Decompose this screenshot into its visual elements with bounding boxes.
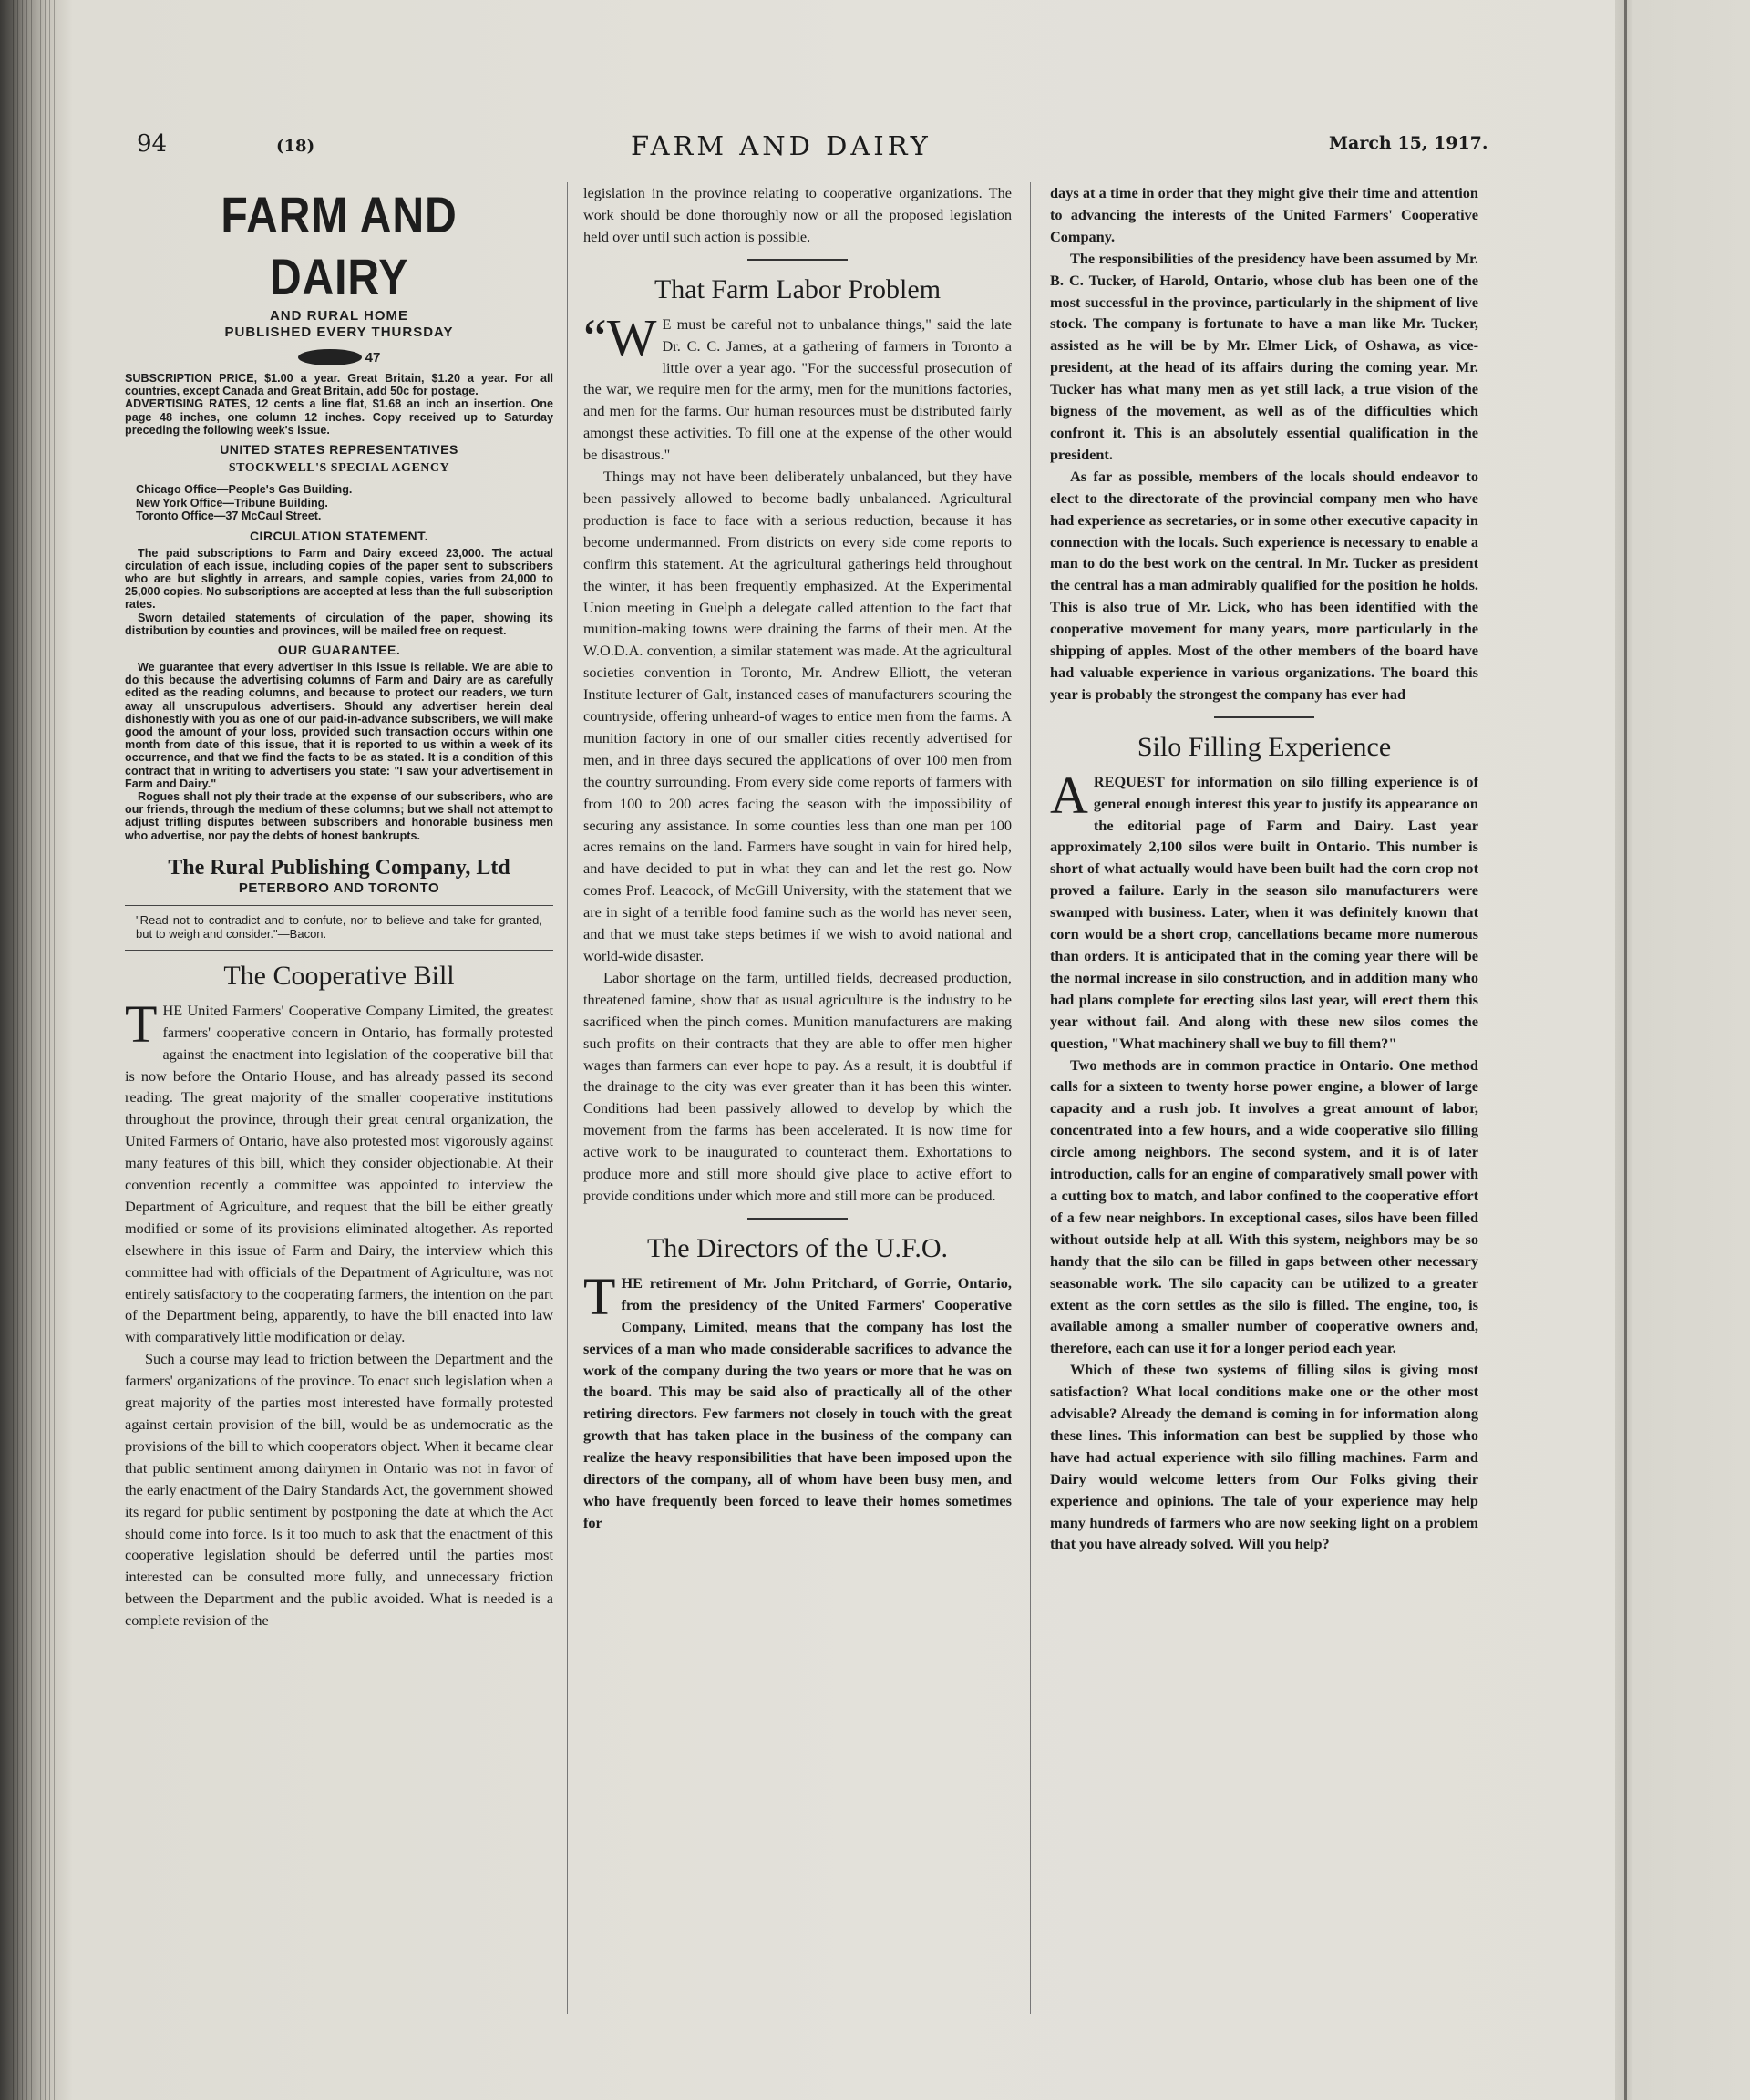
- column-1: [125, 182, 553, 2033]
- column-3: [1050, 182, 1478, 2033]
- circulation-statement: The paid subscriptions to Farm and Dairy exceed 23,000. The actual circulation of each issue, including copies of the paper sent to subscribers who are but slightly in arrears, and sample copies, varies from 24,000 to 25,000 copies. No subscriptions are accepted at less than the full subscription rates.: [125, 546, 553, 612]
- divider: [747, 1218, 848, 1220]
- paragraph-text: HE United Farmers' Cooperative Company Limited, the greatest farmers' cooperative concern in Ontario, has formally protested against the enactment into legislation of the cooperative bill that is now before the Ontario House, and has already passed its second reading. The great majority of the smaller cooperative institutions throughout the province, through their great central organization, the United Farmers of Ontario, have also protested most vigorously against many features of this bill, which they consider objectionable. At their convention recently a committee was appointed to interview the Department of Agriculture, and request that the bill be either greatly modified or some of its provisions eliminated altogether. As reported elsewhere in this issue of Farm and Dairy, the interview which this committee had with officials of the Department of Agriculture, was not entirely satisfactory to the cooperating farmers, the intention on the part of the Department being, apparently, to have the bill enacted into law with comparatively little modification or delay.: [125, 1001, 553, 1346]
- article-paragraph: As far as possible, members of the locals should endeavor to elect to the directorate of the provincial company men who have had experience as secretaries, or in some other executive capacity in connection with the locals. Such experience is necessary to enable a man to do the best work on the central. In Mr. Tucker as president the central has a man admirably qualified for the position he holds. This is also true of Mr. Lick, who has been identified with the cooperative movement for many years, more particularly in the shipping of apples. Most of the other members of the board have had valuable experience in various organizations. The board this year is probably the strongest the company has ever had: [1050, 467, 1478, 703]
- column-2: [583, 182, 1012, 2033]
- drop-cap: T: [125, 993, 158, 1054]
- article-paragraph: The responsibilities of the presidency have been assumed by Mr. B. C. Tucker, of Harold, Ontario, whose club has been one of the most successful in the province, particularly in the shipment of live stock. The company is fortunate to have a man like Mr. Tucker, assisted as he will be by Mr. Elmer Lick, of Oshawa, as vice-president, at the head of its affairs during the coming year. Mr. Tucker has what many men as yet still lack, a true vision of the bigness of the movement, as well as of the difficulties which confront it. This is an absolutely essential qualification in the president.: [1050, 249, 1478, 463]
- article-paragraph: Labor shortage on the farm, untilled fields, decreased production, threatened famine, show that as usual agriculture is the industry to be sacrificed when the pinch comes. Munition manufacturers are making such profits on their contracts that they are able to offer men higher wages than farmers can ever hope to pay. As a result, it is doubtful if the drainage to the city was ever greater than it has been this winter. Conditions had been passively allowed to develop by which the movement from the farms has been accelerated. It is now time for active work to be inaugurated to counteract them. Exhortations to produce more and still more should give place to active effort to provide conditions under which more and still more can be produced.: [583, 968, 1012, 1204]
- masthead-ornament: [125, 346, 553, 368]
- drop-cap: A: [1050, 765, 1088, 825]
- article-continuation: legislation in the province relating to cooperative organizations. The work should be done thoroughly now or all the proposed legislation held over until such action is possible.: [583, 184, 1012, 245]
- office-list: [136, 483, 553, 523]
- column-rule: [567, 182, 568, 2014]
- divider: [1214, 716, 1314, 718]
- subscription-price: SUBSCRIPTION PRICE, $1.00 a year. Great Britain, $1.20 a year. For all countries, except Canada and Great Britain, add 50c for postage.: [125, 372, 553, 398]
- paragraph-text: REQUEST for information on silo filling experience is of general enough interest this year to justify its appearance on the editorial page of Farm and Dairy. Last year approximately 2,100 silos were built in Ontario. This number is short of what actually would have been built had the corn crop not proved a failure. Early in the season silo manufacturers were swamped with business. Later, when it was definitely known that corn would be a short crop, cancellations became more numerous than orders. It is anticipated that in the coming year there will be the normal increase in silo construction, and in addition many who had plans complete for erecting silos last year, will erect them this year without fail. And along with these new silos comes the question, "What machinery shall we buy to fill them?": [1050, 772, 1478, 1052]
- guarantee-text-2: Rogues shall not ply their trade at the expense of our subscribers, who are our friends, through the medium of these columns; but we shall not attempt to adjust trifling disputes between subscribers and honorable business men who advertise, nor pay the debts of honest bankrupts.: [125, 789, 553, 842]
- office-line: New York Office—Tribune Building.: [136, 496, 328, 510]
- headline-cooperative-bill: The Cooperative Bill: [223, 960, 455, 991]
- article-paragraph: Two methods are in common practice in Ontario. One method calls for a sixteen to twenty horse power engine, a blower of large capacity and a rush job. It involves a great amount of labor, concentrated into a few hours, and a wide cooperative silo filling circle among neighbors. The second system, and it is of later introduction, calls for an engine of comparatively small power with a cutting box to match, and labor confined to the cooperative effort of a few near neighbors. In exceptional cases, silos have been filled without outside help at all. With this system, neighbors may be so handy that the silo can be filled in gaps between other necessary seasonable work. The silo capacity can be utilized to a greater extent as the corn settles as the silo is filled. The engine, too, is available among a smaller number of cooperative owners and, therefore, each can use it for a longer period each year.: [1050, 1055, 1478, 1357]
- masthead-title: FARM AND DAIRY: [221, 186, 458, 305]
- paragraph-text: E must be careful not to unbalance things," said the late Dr. C. C. James, at a gathering of farmers in Toronto a little over a year ago. "For the successful prosecution of the war, we require men for the army, men for the munitions factories, and men for the farms. Our human resources must be distributed fairly amongst these activities. To fill one at the expense of the other would be disastrous.": [583, 314, 1012, 464]
- drop-cap: T: [583, 1266, 616, 1326]
- ornament-number: 47: [365, 349, 381, 365]
- publisher-cities: PETERBORO AND TORONTO: [238, 880, 440, 896]
- article-paragraph: Which of these two systems of filling silos is giving most satisfaction? What local conditions make one or the other most advisable? Already the demand is coming in for information along these lines. This information can best be supplied by those who have had actual experience with silo filling machines. Farm and Dairy would welcome letters from Our Folks giving their experience and opinions. The tale of your experience may help many hundreds of farmers who are now seeking light on a problem that you have already solved. Will you help?: [1050, 1361, 1478, 1553]
- guarantee-text: We guarantee that every advertiser in this issue is reliable. We are able to do this because the advertising columns of Farm and Dairy are as carefully edited as the reading columns, and because to protect our readers, we turn away all unscrupulous advertisers. Should any advertiser herein deal dishonestly with you as one of our paid-in-advance subscribers, we will make good the amount of your loss, provided such transaction occurs within one month from date of this issue, that it is reported to us within a week of its occurrence, and that we find the facts to be as stated. It is a condition of this contract that in writing to advertisers you state: "I saw your advertisement in Farm and Dairy.": [125, 660, 553, 790]
- article-paragraph: [125, 993, 553, 1349]
- masthead-publishing-note: PUBLISHED EVERY THURSDAY: [224, 324, 454, 340]
- facing-page-margin: [1615, 0, 1750, 2100]
- publisher-name: The Rural Publishing Company, Ltd: [168, 855, 510, 880]
- circulation-heading: CIRCULATION STATEMENT.: [249, 528, 429, 543]
- page-number: 94: [137, 130, 168, 158]
- divider: [747, 259, 848, 261]
- running-title: FARM AND DAIRY: [631, 130, 932, 161]
- article-paragraph: [583, 1266, 1012, 1534]
- headline-silo-filling: Silo Filling Experience: [1137, 731, 1392, 762]
- paragraph-text: HE retirement of Mr. John Pritchard, of Gorrie, Ontario, from the presidency of the United Farmers' Cooperative Company, Limited, means that the company has lost the services of a man who made considerable sacrifices to advance the work of the company during the two years or more that he was on the board. This may be said also of practically all of the other retiring directors. Few farmers not closely in touch with the great growth that has taken place in the business of the company can realize the heavy responsibilities that have been imposed upon the directors of the company, all of whom have been busy men, and who have frequently been forced to leave their homes sometimes for: [583, 1273, 1012, 1531]
- page-edge: [1624, 0, 1627, 2100]
- article-paragraph: Such a course may lead to friction between the Department and the farmers' organizations of the province. To enact such legislation when a great majority of the parties most interested have formally protested against certain provision of the bill, would be as undemocratic as the provisions of the bill to which cooperators object. When it became clear that public sentiment among dairymen in Ontario was not in favor of the early enactment of the Dairy Standards Act, the government showed its regard for public sentiment by postponing the date at which the Act should come into force. Is it too much to ask that the enactment of this cooperative legislation should be deferred until the parties most interested can be consulted more fully, and unnecessary friction between the Department and the public avoided. What is needed is a complete revision of the: [125, 1350, 553, 1630]
- column-rule: [1030, 182, 1031, 2014]
- article-paragraph: Things may not have been deliberately unbalanced, but they have been passively allowed to become badly unbalanced. Agricultural production is face to face with a serious reduction, because it has become undermanned. From districts on every side come reports to confirm this statement. At the agricultural gatherings held throughout the winter, it has been frequently emphasized. At the Experimental Union meeting in Guelph a delegate called attention to the fact that munition-making towns were draining the farms of their men. At the W.O.D.A. convention, a similar statement was made. At the agricultural societies convention in Toronto, Mr. Andrew Elliott, the veteran Institute lecturer of Galt, instanced cases of manufacturers scouring the countryside, offering unheard-of wages to entice men from the farms. A munition factory in one of our smaller cities recently advertised for men, and in three days secured the applications of over 100 men from the country surrounding. From every side come reports of farmers with from 100 to 200 acres facing the season with the impossibility of securing any assistance. In some counties less than one man per 100 acres remains on the land. Farmers have sought in vain for hired help, and have decided to put in what they can and let the rest go. Now comes Prof. Leacock, of McGill University, with the statement that we are in sight of a terrible food famine such as the world has never seen, and that we must take steps betimes if we wish to avoid national and world-wide disaster.: [583, 468, 1012, 964]
- article-paragraph: [1050, 765, 1478, 1055]
- drop-cap: “W: [583, 307, 657, 367]
- guarantee-heading: OUR GUARANTEE.: [277, 642, 401, 657]
- divider: [125, 950, 553, 951]
- masthead-subtitle: AND RURAL HOME: [269, 308, 409, 324]
- issue-date: March 15, 1917.: [1329, 133, 1488, 153]
- headline-directors: The Directors of the U.F.O.: [646, 1232, 948, 1263]
- office-line: Chicago Office—People's Gas Building.: [136, 483, 353, 497]
- headline-farm-labor: That Farm Labor Problem: [654, 273, 942, 304]
- office-line: Toronto Office—37 McCaul Street.: [136, 510, 322, 523]
- bacon-quote: "Read not to contradict and to confute, nor to believe and take for granted, but to weigh and consider."—Bacon.: [136, 912, 542, 941]
- us-representatives-heading: UNITED STATES REPRESENTATIVES: [220, 442, 458, 458]
- circulation-note: Sworn detailed statements of circulation of the paper, showing its distribution by counties and provinces, will be mailed free on request.: [125, 611, 553, 637]
- article-continuation: days at a time in order that they might give their time and attention to advancing the interests of the United Farmers' Cooperative Company.: [1050, 184, 1478, 245]
- book-spine: [13, 0, 55, 2100]
- divider: [125, 905, 553, 906]
- folio: (18): [276, 137, 315, 156]
- article-paragraph: [583, 307, 1012, 466]
- advertising-rates: ADVERTISING RATES, 12 cents a line flat, $1.68 an inch an insertion. One page 48 inches, one column 12 inches. Copy received up to Saturday preceding the following week's issue.: [125, 397, 553, 437]
- agency-name: STOCKWELL'S SPECIAL AGENCY: [228, 461, 450, 476]
- ornament-icon: [298, 349, 362, 365]
